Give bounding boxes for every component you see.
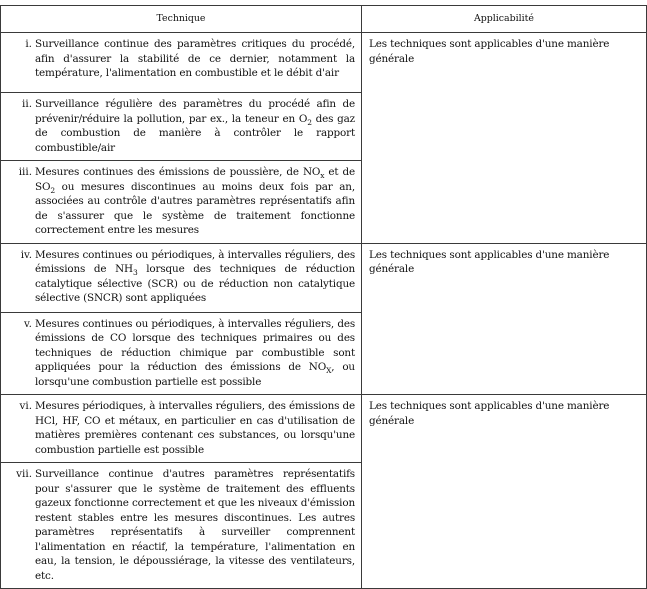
table-row (1, 33, 647, 93)
applicability-text: Les techniques sont applicables d'une manière générale (369, 38, 610, 65)
applicability-cell (362, 395, 647, 589)
applicability-text: Les techniques sont applicables d'une manière générale (369, 400, 610, 427)
table-row (1, 395, 647, 463)
technique-text: Mesures périodiques, à intervalles réguliers, des émissions de HCl, HF, CO et métaux, en particulier en cas d'utilisation de matières premières contenant ces substances, ou lorsqu'une combustion partielle est possible (35, 400, 355, 456)
technique-text: Surveillance continue des paramètres critiques du procédé, afin d'assurer la stabilité de ce dernier, notamment la température, l'alimentation en combustible et le débit d'air (35, 38, 355, 79)
applicability-cell (362, 243, 647, 395)
table-row (1, 243, 647, 312)
technique-text: Surveillance continue d'autres paramètres représentatifs pour s'assurer que le système de traitement des effluents gazeux fonctionne correctement et que les niveaux d'émission restent stables entre les mesures discontinues. Les autres paramètres représentatifs à surveiller comprennent l'alimentation en réactif, la température, l'alimentation en eau, la tension, le dépoussiérage, la vitesse des ventilateurs, etc. (35, 468, 355, 582)
bat-monitoring-table (0, 5, 647, 589)
row-number: vii. (16, 468, 32, 480)
technique-text: Mesures continues ou périodiques, à intervalles réguliers, des émissions de $NH_3$ lorsque des techniques de réduction catalytique sélective (SCR) ou de réduction non catalytique sélective (SNCR) sont appliquées (35, 248, 355, 304)
technique-text: Surveillance régulière des paramètres du procédé afin de prévenir/réduire la pollution, par ex., la teneur en $O_2$ des gaz de combustion de manière à contrôler le rapport combustible/air (35, 98, 356, 154)
technique-cell (1, 243, 362, 312)
technique-cell (1, 463, 362, 589)
technique-cell (1, 93, 362, 161)
technique-text: Mesures continues des émissions de poussière, de $NO_x$ et de $SO_2$ ou mesures discontinues au moins deux fois par an, associées au contrôle d'autres paramètres représentatifs afin de s'assurer que le système de traitement fonctionne correctement entre les mesures (35, 166, 355, 236)
technique-cell (1, 33, 362, 93)
technique-cell (1, 161, 362, 244)
row-number: i. (25, 38, 32, 50)
header-technique: Technique (1, 6, 362, 33)
technique-cell (1, 395, 362, 463)
row-number: ii. (22, 98, 32, 110)
row-number: v. (24, 317, 32, 330)
technique-cell (1, 312, 362, 395)
row-number: iii. (18, 166, 32, 178)
row-number: iv. (20, 248, 32, 261)
header-applicability: Applicabilité (362, 6, 647, 33)
applicability-text: Les techniques sont applicables d'une manière générale (369, 248, 610, 275)
row-number: vi. (19, 400, 32, 412)
applicability-cell (362, 33, 647, 244)
table-header-row (1, 6, 647, 33)
technique-text: Mesures continues ou périodiques, à intervalles réguliers, des émissions de CO lorsque des techniques primaires ou des techniques de réduction chimique par combustible sont appliquées pour la réduction des émissions de $NO_X$, ou lorsqu'une combustion partielle est possible (35, 317, 355, 388)
